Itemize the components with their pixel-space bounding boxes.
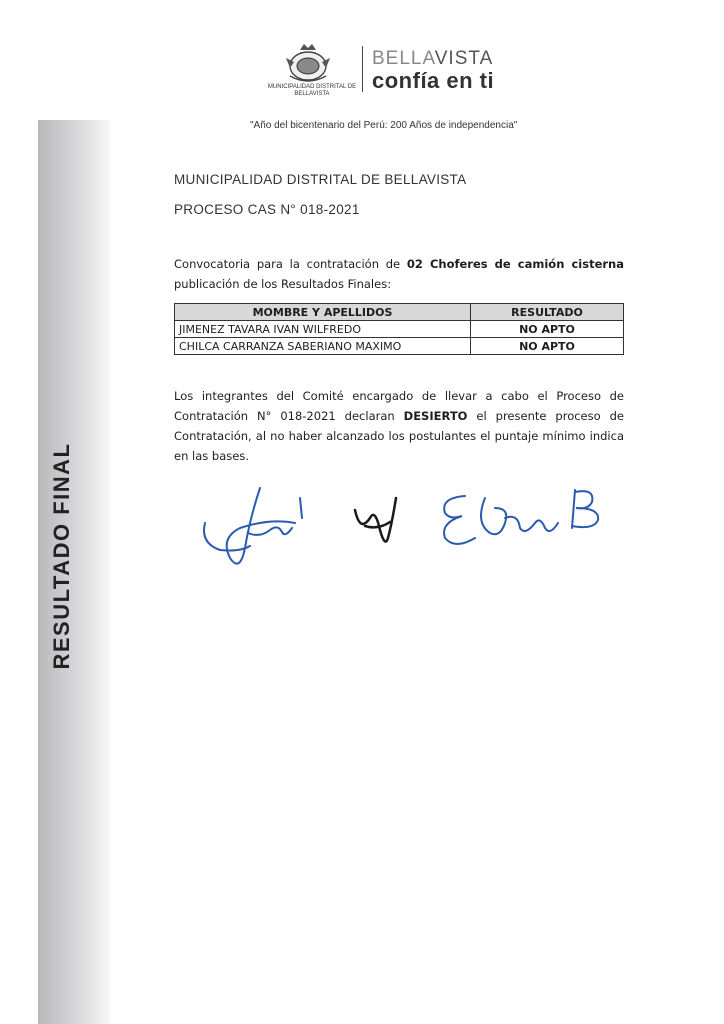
organization-title: MUNICIPALIDAD DISTRITAL DE BELLAVISTA xyxy=(174,172,467,187)
closing-paragraph xyxy=(174,386,624,466)
applicant-result: NO APTO xyxy=(471,338,624,355)
column-header-result: RESULTADO xyxy=(471,304,624,321)
municipality-logo-text: MUNICIPALIDAD DISTRITAL DE BELLAVISTA xyxy=(267,84,357,97)
signature-3-icon xyxy=(444,490,598,544)
signature-2-icon xyxy=(355,498,396,542)
side-banner-label: RESULTADO FINAL xyxy=(49,442,74,670)
signature-1-icon xyxy=(204,488,302,564)
brand-slogan: confía en ti xyxy=(372,68,495,93)
brand-main: VISTA xyxy=(434,48,494,69)
intro-text-before: Convocatoria para la contratación de xyxy=(174,257,407,271)
logo-divider xyxy=(362,46,363,92)
table-row xyxy=(175,321,624,338)
intro-paragraph xyxy=(174,254,624,294)
results-table xyxy=(174,303,624,355)
column-header-name: MOMBRE Y APELLIDOS xyxy=(175,304,471,321)
process-title: PROCESO CAS N° 018-2021 xyxy=(174,202,360,217)
brand-name xyxy=(372,48,493,70)
header-logo xyxy=(266,42,536,102)
year-motto: "Año del bicentenario del Perú: 200 Años de independencia" xyxy=(250,120,518,131)
applicant-name: JIMENEZ TAVARA IVAN WILFREDO xyxy=(175,321,471,338)
closing-highlight: DESIERTO xyxy=(403,409,468,423)
brand-prefix: BELLA xyxy=(372,48,435,69)
applicant-name: CHILCA CARRANZA SABERIANO MAXIMO xyxy=(175,338,471,355)
signatures xyxy=(200,478,620,578)
intro-highlight: 02 Choferes de camión cisterna xyxy=(406,257,624,271)
municipal-crest-icon xyxy=(278,42,338,86)
closing-text-after: el presente proceso de Contratación, al no haber alcanzado los postulantes el puntaje mínimo indica en las bases. xyxy=(174,409,624,463)
closing-text-before: Los integrantes del Comité encargado de llevar a cabo el Proceso de Contratación N° 018-2021 declaran xyxy=(174,389,624,423)
applicant-result: NO APTO xyxy=(471,321,624,338)
intro-text-after: publicación de los Resultados Finales: xyxy=(174,277,392,291)
table-row xyxy=(175,338,624,355)
table-header-row xyxy=(175,304,624,321)
